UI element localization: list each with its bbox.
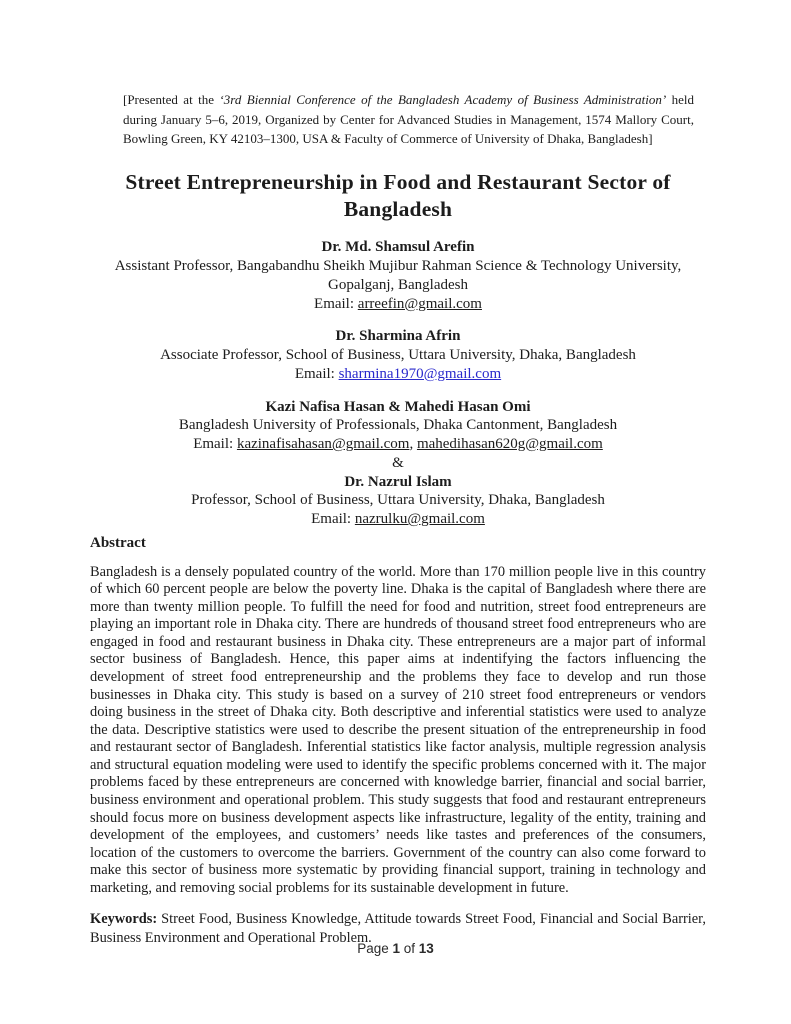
author-block-1 <box>90 238 706 313</box>
author-name: Kazi Nafisa Hasan & Mahedi Hasan Omi <box>265 398 531 415</box>
keywords-label: Keywords: <box>90 911 158 928</box>
email-link[interactable]: nazrulku@gmail.com <box>354 511 485 528</box>
conference-name: ‘3rd Biennial Conference of the Bangladesh Academy of Business Administration’ <box>219 92 667 107</box>
author-affiliation: Bangladesh University of Professionals, Dhaka Cantonment, Bangladesh <box>178 417 618 434</box>
paper-title: Street Entrepreneurship in Food and Restaurant Sector of Bangladesh <box>125 169 671 222</box>
author-email-line <box>90 365 706 384</box>
author-affiliation: Professor, School of Business, Uttara University, Dhaka, Bangladesh <box>191 492 605 509</box>
author-name: Dr. Sharmina Afrin <box>335 328 461 345</box>
footer-prefix: Page <box>357 941 393 956</box>
author-email-line <box>90 295 706 314</box>
author-email-line <box>90 510 706 529</box>
author-affiliation: Associate Professor, School of Business, Uttara University, Dhaka, Bangladesh <box>160 347 636 364</box>
ampersand-separator: & <box>392 454 404 471</box>
email-link[interactable]: kazinafisahasan@gmail.com <box>236 436 410 453</box>
email-label: Email: <box>294 365 339 382</box>
abstract-heading: Abstract <box>90 534 146 551</box>
keywords-text: Street Food, Business Knowledge, Attitude towards Street Food, Financial and Social Barrier, Business Environment and Operational Problem. <box>90 911 706 947</box>
email-separator: , <box>409 436 417 453</box>
email-link[interactable]: arreefin@gmail.com <box>357 295 482 312</box>
email-label: Email: <box>311 511 355 528</box>
presented-note <box>123 90 694 149</box>
email-label: Email: <box>314 295 358 312</box>
author-name: Dr. Nazrul Islam <box>344 473 452 490</box>
abstract-body: Bangladesh is a densely populated country of the world. More than 170 million people live in this country of which 60 percent people are below the poverty line. Dhaka is the capital of Bangladesh where there are more than twenty million people. To fulfill the need for food and nutrition, street food entrepreneurs are playing an important role in Dhaka city. There are hundreds of thousand street food entrepreneurs who are engaged in food and restaurant business in Dhaka city. These entrepreneurs are a major part of informal sector business of Bangladesh. Hence, this paper aims at indentifying the factors influencing the development of street food entrepreneurship and the problems they face to develop and run those businesses in Dhaka city. This study is based on a survey of 210 street food entrepreneurs or vendors doing business in the street of Dhaka city. Both descriptive and inferential statistics were used to analyze the data. Descriptive statistics were used to describe the present situation of the entrepreneurship in food and restaurant sector of Bangladesh. Inferential statistics like factor analysis, multiple regression analysis and structural equation modeling were used to identify the specific problems concerned with it. The major problems faced by these entrepreneurs are concerned with knowledge barrier, financial and social barrier, business environment and operational problem. This study suggests that food and restaurant entrepreneurs should focus more on business development aspects like infrastructure, legality of the entity, training and development of the employees, and customers’ needs like tastes and preferences of the consumers, location of the customers to overcome the barriers. Government of the country can also come forward to make this sector of business more systematic by providing financial support, training in technology and marketing, and removing social problems for its sustainable development in future. <box>90 563 706 896</box>
note-prefix: [Presented at the <box>123 92 220 107</box>
note-suffix: held during January 5–6, 2019, Organized by Center for Advanced Studies in Management, 1574 Mallory Court, Bowling Green, KY 42103–1300, USA & Faculty of Commerce of University of Dhaka, Bangladesh] <box>123 92 694 146</box>
page-number: 1 <box>392 941 400 956</box>
email-link[interactable]: mahedihasan620g@gmail.com <box>416 436 603 453</box>
author-name: Dr. Md. Shamsul Arefin <box>321 239 475 256</box>
email-label: Email: <box>193 436 237 453</box>
author-affiliation: Assistant Professor, Bangabandhu Sheikh Mujibur Rahman Science & Technology University, Gopalganj, Bangladesh <box>114 258 682 293</box>
author-block-2 <box>90 327 706 383</box>
email-link[interactable]: sharmina1970@gmail.com <box>338 365 502 382</box>
author-email-line <box>90 435 706 454</box>
author-block-3 <box>90 398 706 454</box>
footer-middle: of <box>400 941 419 956</box>
author-block-4 <box>90 473 706 529</box>
page-footer <box>0 941 791 956</box>
total-pages: 13 <box>418 941 434 956</box>
